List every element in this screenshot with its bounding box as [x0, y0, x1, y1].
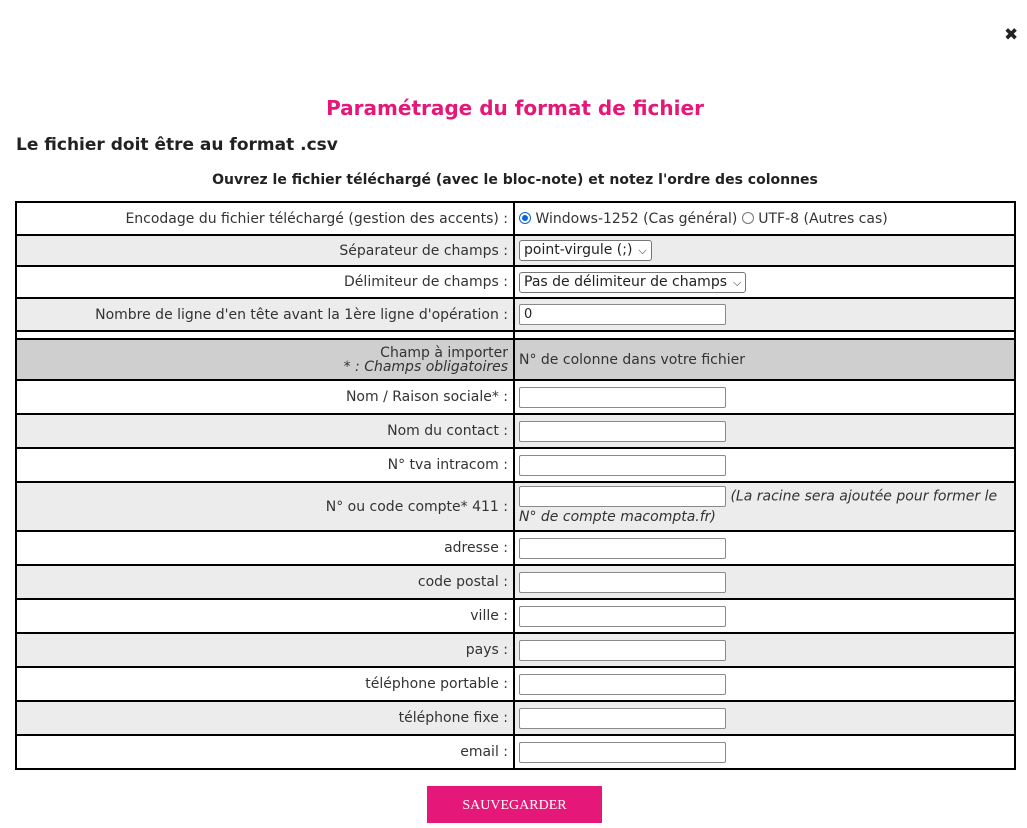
field-row-email [16, 735, 1015, 769]
field-input-adresse[interactable] [519, 538, 726, 559]
field-label-pays: pays : [16, 633, 514, 667]
field-input-code-postal[interactable] [519, 572, 726, 593]
encoding-radio-windows[interactable] [519, 212, 531, 224]
separator-select[interactable] [519, 240, 652, 261]
field-row-tel-portable [16, 667, 1015, 701]
encoding-option-windows[interactable]: Windows-1252 (Cas général) [535, 210, 738, 227]
field-row-contact [16, 414, 1015, 448]
field-input-nom[interactable] [519, 387, 726, 408]
field-input-tva[interactable] [519, 455, 726, 476]
field-input-tel-fixe[interactable] [519, 708, 726, 729]
save-button[interactable]: SAUVEGARDER [427, 786, 602, 823]
field-input-email[interactable] [519, 742, 726, 763]
field-column-header: Champ à importer [380, 344, 508, 361]
field-row-compte [16, 482, 1015, 531]
chevron-down-icon: ⌵ [733, 275, 742, 289]
separator-row [16, 235, 1015, 266]
field-row-tel-fixe [16, 701, 1015, 735]
compte-note: (La racine sera ajoutée pour former le N° de compte macompta.fr) [519, 488, 998, 525]
dialog-title: Paramétrage du format de fichier [326, 96, 704, 120]
header-lines-input[interactable] [519, 304, 726, 325]
field-label-email: email : [16, 735, 514, 769]
field-row-pays [16, 633, 1015, 667]
field-input-pays[interactable] [519, 640, 726, 661]
encoding-option-utf8[interactable]: UTF-8 (Autres cas) [758, 210, 888, 227]
header-lines-label: Nombre de ligne d'en tête avant la 1ère ligne d'opération : [16, 298, 514, 331]
encoding-label: Encodage du fichier téléchargé (gestion des accents) : [16, 202, 514, 235]
field-label-ville: ville : [16, 599, 514, 633]
field-row-code-postal [16, 565, 1015, 599]
field-label-nom: Nom / Raison sociale* : [16, 380, 514, 414]
settings-table [15, 201, 1016, 770]
field-row-tva [16, 448, 1015, 482]
field-label-tel-fixe: téléphone fixe : [16, 701, 514, 735]
field-label-tel-portable: téléphone portable : [16, 667, 514, 701]
delimiter-row [16, 266, 1015, 298]
header-lines-row [16, 298, 1015, 331]
format-subtitle: Le fichier doit être au format .csv [16, 135, 338, 155]
field-input-contact[interactable] [519, 421, 726, 442]
field-row-ville [16, 599, 1015, 633]
encoding-row [16, 202, 1015, 235]
field-label-compte: N° ou code compte* 411 : [16, 482, 514, 531]
field-input-compte[interactable] [519, 486, 726, 507]
close-icon[interactable]: ✖ [1004, 25, 1019, 45]
delimiter-label: Délimiteur de champs : [16, 266, 514, 298]
spacer-row [16, 331, 1015, 339]
instruction-text: Ouvrez le fichier téléchargé (avec le bloc-note) et notez l'ordre des colonnes [212, 172, 818, 188]
field-input-tel-portable[interactable] [519, 674, 726, 695]
delimiter-select[interactable] [519, 272, 746, 293]
field-label-adresse: adresse : [16, 531, 514, 565]
separator-label: Séparateur de champs : [16, 235, 514, 266]
column-number-header: N° de colonne dans votre fichier [514, 339, 1015, 380]
field-row-nom [16, 380, 1015, 414]
encoding-radio-utf8[interactable] [742, 212, 754, 224]
field-label-contact: Nom du contact : [16, 414, 514, 448]
field-row-adresse [16, 531, 1015, 565]
field-input-ville[interactable] [519, 606, 726, 627]
separator-value: point-virgule (;) [524, 242, 633, 258]
field-label-tva: N° tva intracom : [16, 448, 514, 482]
field-label-code-postal: code postal : [16, 565, 514, 599]
required-note: * : Champs obligatoires [343, 358, 508, 375]
mapping-header-row [16, 339, 1015, 380]
chevron-down-icon: ⌵ [638, 244, 647, 257]
delimiter-value: Pas de délimiteur de champs [524, 273, 727, 290]
